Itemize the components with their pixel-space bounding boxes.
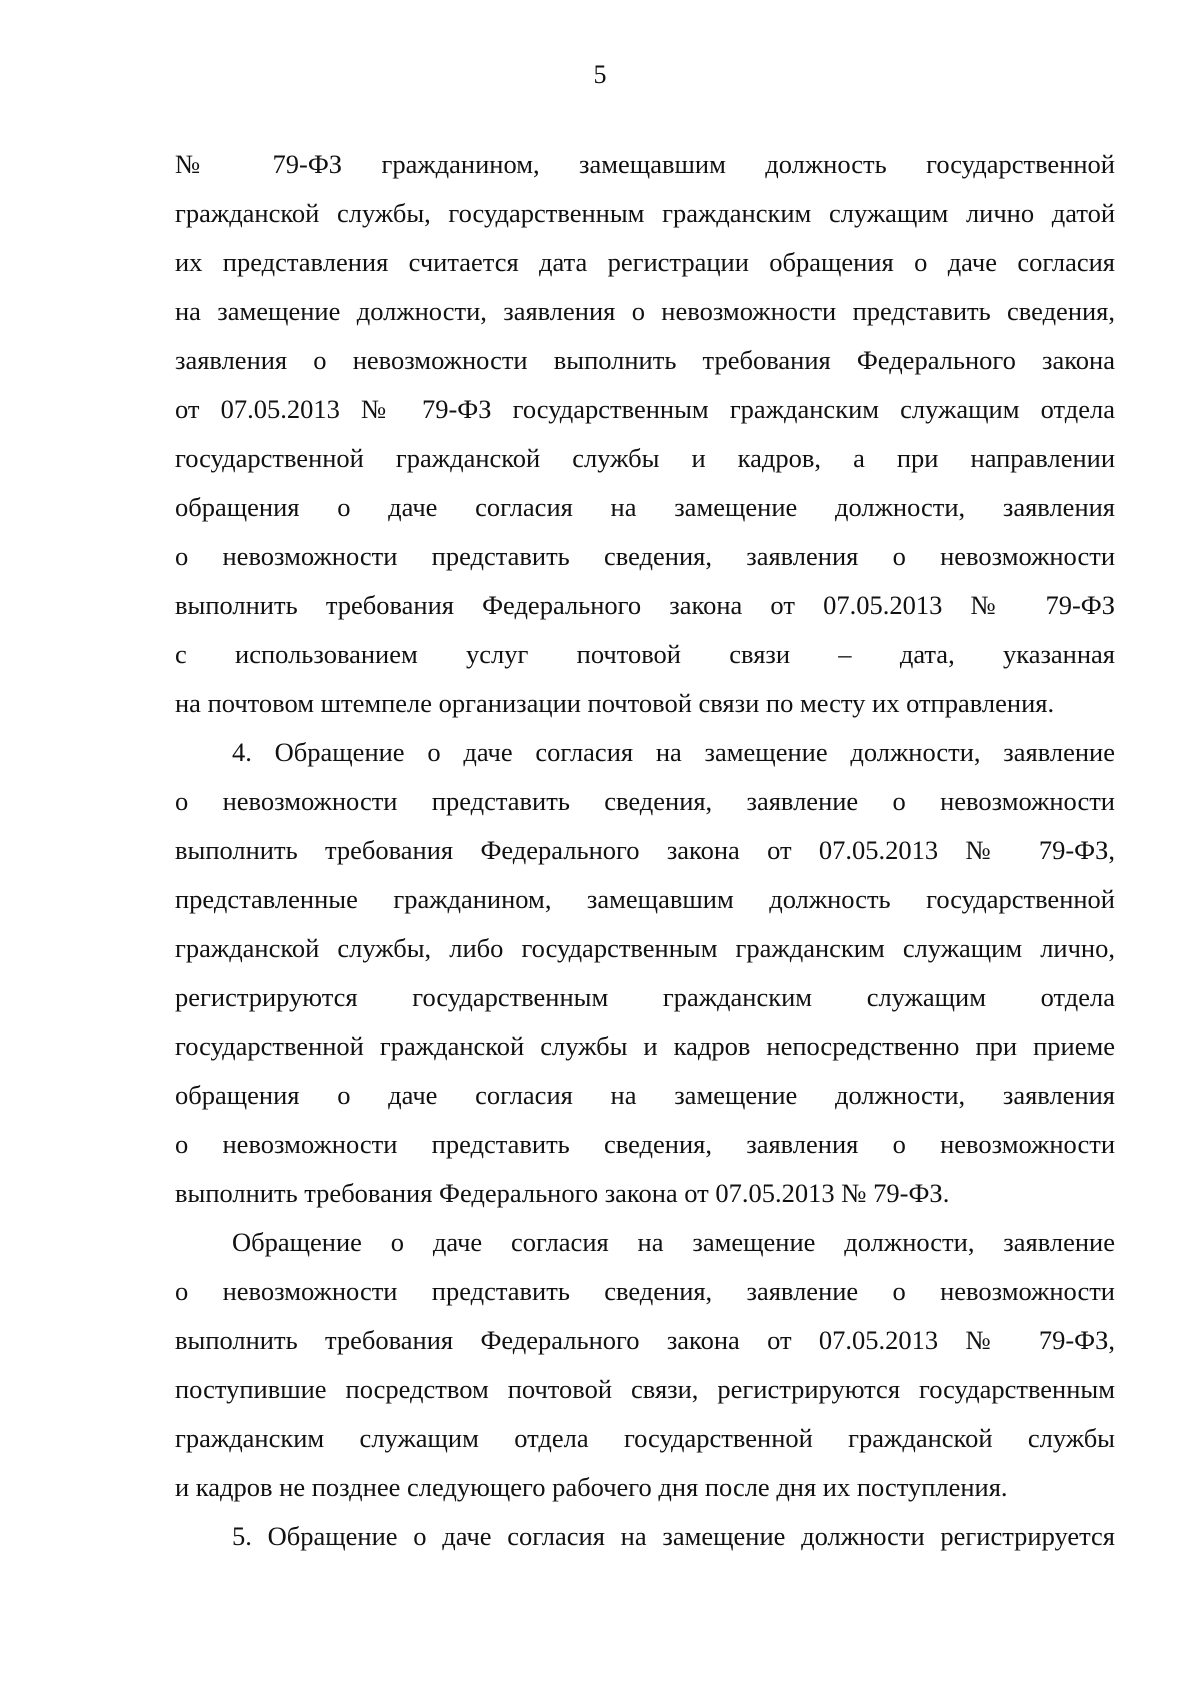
text-line: о невозможности представить сведения, заявление о невозможности [175,1276,1115,1306]
text-line: выполнить требования Федерального закона от 07.05.2013 № 79-ФЗ, [175,835,1115,865]
paragraph-postal [175,1218,1115,1512]
text-line: государственной гражданской службы и кадров, а при направлении [175,443,1115,473]
text-line: о невозможности представить сведения, заявления о невозможности [175,541,1115,571]
text-line: их представления считается дата регистрации обращения о даче согласия [175,247,1115,277]
text-line: 5. Обращение о даче согласия на замещение должности регистрируется [232,1521,1115,1551]
text-line: поступившие посредством почтовой связи, регистрируются государственным [175,1374,1115,1404]
page-number: 5 [593,60,607,89]
text-line: государственной гражданской службы и кадров непосредственно при приеме [175,1031,1115,1061]
text-line: представленные гражданином, замещавшим должность государственной [175,884,1115,914]
text-line: заявления о невозможности выполнить требования Федерального закона [175,345,1115,375]
text-line: гражданским служащим отдела государственной гражданской службы [175,1423,1115,1453]
paragraph-item-5 [175,1512,1115,1561]
text-line: регистрируются государственным гражданским служащим отдела [175,982,1115,1012]
text-line: выполнить требования Федерального закона от 07.05.2013 № 79-ФЗ. [175,1178,950,1208]
text-line: и кадров не позднее следующего рабочего дня после дня их поступления. [175,1472,1008,1502]
text-line: гражданской службы, государственным гражданским служащим лично датой [175,198,1115,228]
document-body [175,140,1115,1561]
paragraph-item-4 [175,728,1115,1218]
text-line: о невозможности представить сведения, заявления о невозможности [175,1129,1115,1159]
text-line: выполнить требования Федерального закона от 07.05.2013 № 79-ФЗ, [175,1325,1115,1355]
text-line: от 07.05.2013 № 79-ФЗ государственным гражданским служащим отдела [175,394,1115,424]
text-line: обращения о даче согласия на замещение должности, заявления [175,1080,1115,1110]
text-line: на почтовом штемпеле организации почтовой связи по месту их отправления. [175,688,1055,718]
text-line: о невозможности представить сведения, заявление о невозможности [175,786,1115,816]
paragraph-continuation [175,140,1115,728]
text-line: обращения о даче согласия на замещение должности, заявления [175,492,1115,522]
text-line: Обращение о даче согласия на замещение должности, заявление [232,1227,1115,1257]
text-line: на замещение должности, заявления о невозможности представить сведения, [175,296,1115,326]
text-line: с использованием услуг почтовой связи – дата, указанная [175,639,1115,669]
text-line: выполнить требования Федерального закона от 07.05.2013 № 79-ФЗ [175,590,1115,620]
text-line: гражданской службы, либо государственным гражданским служащим лично, [175,933,1115,963]
text-line: 4. Обращение о даче согласия на замещение должности, заявление [232,737,1115,767]
text-line: № 79-ФЗ гражданином, замещавшим должность государственной [175,149,1115,179]
